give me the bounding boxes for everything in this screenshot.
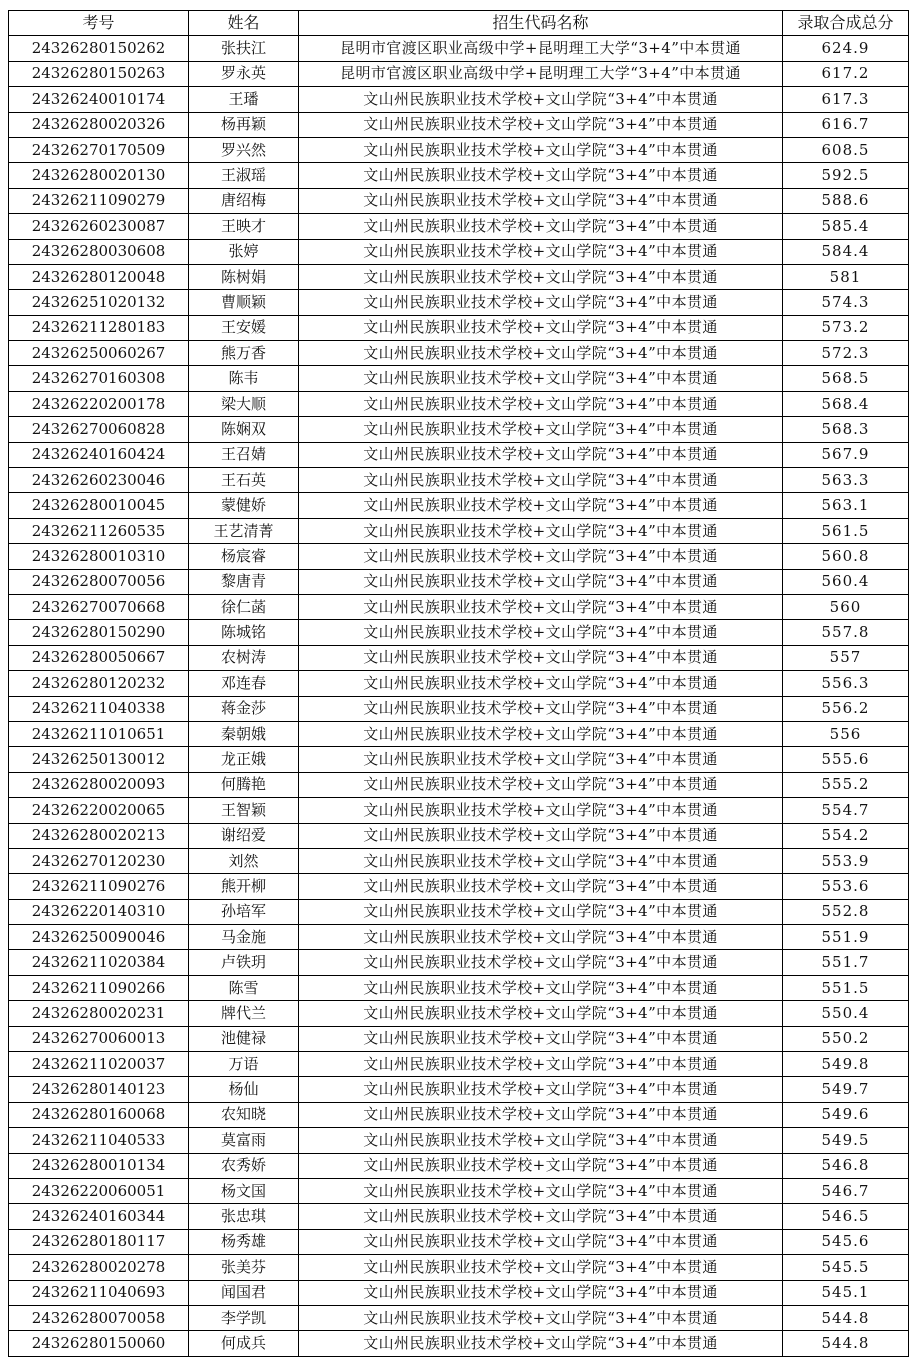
student-name-cell: 陈城铭 xyxy=(189,620,299,645)
student-name-cell: 王安媛 xyxy=(189,315,299,340)
table-row xyxy=(9,366,909,391)
table-row xyxy=(9,645,909,670)
student-name-cell: 王召婧 xyxy=(189,442,299,467)
score-cell: 553.6 xyxy=(783,874,909,899)
exam-number-cell: 24326280010310 xyxy=(9,544,189,569)
exam-number-cell: 24326211040693 xyxy=(9,1280,189,1305)
student-name-cell: 秦朝娥 xyxy=(189,721,299,746)
table-row xyxy=(9,594,909,619)
table-row xyxy=(9,1052,909,1077)
student-name-cell: 张美芬 xyxy=(189,1255,299,1280)
table-row xyxy=(9,315,909,340)
table-row xyxy=(9,1178,909,1203)
table-row xyxy=(9,1280,909,1305)
program-cell: 文山州民族职业技术学校+文山学院“3+4”中本贯通 xyxy=(299,518,783,543)
program-cell: 文山州民族职业技术学校+文山学院“3+4”中本贯通 xyxy=(299,315,783,340)
exam-number-cell: 24326220140310 xyxy=(9,899,189,924)
table-row xyxy=(9,747,909,772)
student-name-cell: 闻国君 xyxy=(189,1280,299,1305)
program-cell: 文山州民族职业技术学校+文山学院“3+4”中本贯通 xyxy=(299,1128,783,1153)
student-name-cell: 杨仙 xyxy=(189,1077,299,1102)
program-cell: 文山州民族职业技术学校+文山学院“3+4”中本贯通 xyxy=(299,645,783,670)
table-row xyxy=(9,671,909,696)
table-row xyxy=(9,137,909,162)
student-name-cell: 牌代兰 xyxy=(189,1001,299,1026)
table-row xyxy=(9,417,909,442)
program-cell: 文山州民族职业技术学校+文山学院“3+4”中本贯通 xyxy=(299,798,783,823)
program-cell: 文山州民族职业技术学校+文山学院“3+4”中本贯通 xyxy=(299,1280,783,1305)
table-body xyxy=(9,36,909,1356)
header-exam-number: 考号 xyxy=(9,11,189,36)
table-row xyxy=(9,544,909,569)
program-cell: 文山州民族职业技术学校+文山学院“3+4”中本贯通 xyxy=(299,1229,783,1254)
student-name-cell: 熊万香 xyxy=(189,341,299,366)
student-name-cell: 王璠 xyxy=(189,87,299,112)
exam-number-cell: 24326280070056 xyxy=(9,569,189,594)
exam-number-cell: 24326280020093 xyxy=(9,772,189,797)
student-name-cell: 马金施 xyxy=(189,925,299,950)
program-cell: 文山州民族职业技术学校+文山学院“3+4”中本贯通 xyxy=(299,87,783,112)
score-cell: 550.2 xyxy=(783,1026,909,1051)
score-cell: 546.7 xyxy=(783,1178,909,1203)
admission-table xyxy=(8,10,909,1357)
score-cell: 592.5 xyxy=(783,163,909,188)
table-row xyxy=(9,772,909,797)
exam-number-cell: 24326211280183 xyxy=(9,315,189,340)
table-row xyxy=(9,1204,909,1229)
score-cell: 545.1 xyxy=(783,1280,909,1305)
exam-number-cell: 24326250130012 xyxy=(9,747,189,772)
student-name-cell: 陈雪 xyxy=(189,975,299,1000)
student-name-cell: 杨再颖 xyxy=(189,112,299,137)
score-cell: 584.4 xyxy=(783,239,909,264)
score-cell: 581 xyxy=(783,264,909,289)
exam-number-cell: 24326211090276 xyxy=(9,874,189,899)
score-cell: 549.5 xyxy=(783,1128,909,1153)
program-cell: 文山州民族职业技术学校+文山学院“3+4”中本贯通 xyxy=(299,721,783,746)
score-cell: 545.6 xyxy=(783,1229,909,1254)
score-cell: 568.3 xyxy=(783,417,909,442)
score-cell: 560.8 xyxy=(783,544,909,569)
table-row xyxy=(9,975,909,1000)
table-row xyxy=(9,823,909,848)
exam-number-cell: 24326260230046 xyxy=(9,468,189,493)
score-cell: 551.9 xyxy=(783,925,909,950)
table-row xyxy=(9,950,909,975)
score-cell: 551.5 xyxy=(783,975,909,1000)
program-cell: 文山州民族职业技术学校+文山学院“3+4”中本贯通 xyxy=(299,950,783,975)
score-cell: 546.8 xyxy=(783,1153,909,1178)
score-cell: 588.6 xyxy=(783,188,909,213)
score-cell: 567.9 xyxy=(783,442,909,467)
program-cell: 文山州民族职业技术学校+文山学院“3+4”中本贯通 xyxy=(299,1331,783,1356)
student-name-cell: 何成兵 xyxy=(189,1331,299,1356)
program-cell: 文山州民族职业技术学校+文山学院“3+4”中本贯通 xyxy=(299,1305,783,1330)
table-row xyxy=(9,264,909,289)
score-cell: 568.4 xyxy=(783,391,909,416)
student-name-cell: 熊开柳 xyxy=(189,874,299,899)
score-cell: 553.9 xyxy=(783,848,909,873)
score-cell: 608.5 xyxy=(783,137,909,162)
table-row xyxy=(9,1102,909,1127)
header-program: 招生代码名称 xyxy=(299,11,783,36)
program-cell: 文山州民族职业技术学校+文山学院“3+4”中本贯通 xyxy=(299,341,783,366)
score-cell: 560 xyxy=(783,594,909,619)
program-cell: 文山州民族职业技术学校+文山学院“3+4”中本贯通 xyxy=(299,442,783,467)
program-cell: 文山州民族职业技术学校+文山学院“3+4”中本贯通 xyxy=(299,671,783,696)
student-name-cell: 张婷 xyxy=(189,239,299,264)
student-name-cell: 农知晓 xyxy=(189,1102,299,1127)
table-row xyxy=(9,696,909,721)
student-name-cell: 王映才 xyxy=(189,214,299,239)
score-cell: 545.5 xyxy=(783,1255,909,1280)
student-name-cell: 梁大顺 xyxy=(189,391,299,416)
table-row xyxy=(9,87,909,112)
exam-number-cell: 24326280160068 xyxy=(9,1102,189,1127)
score-cell: 624.9 xyxy=(783,36,909,61)
student-name-cell: 张忠琪 xyxy=(189,1204,299,1229)
student-name-cell: 杨文国 xyxy=(189,1178,299,1203)
score-cell: 551.7 xyxy=(783,950,909,975)
student-name-cell: 杨秀雄 xyxy=(189,1229,299,1254)
program-cell: 文山州民族职业技术学校+文山学院“3+4”中本贯通 xyxy=(299,772,783,797)
student-name-cell: 邓连春 xyxy=(189,671,299,696)
exam-number-cell: 24326270060828 xyxy=(9,417,189,442)
exam-number-cell: 24326270160308 xyxy=(9,366,189,391)
exam-number-cell: 24326270120230 xyxy=(9,848,189,873)
student-name-cell: 何腾艳 xyxy=(189,772,299,797)
table-row xyxy=(9,391,909,416)
table-row xyxy=(9,36,909,61)
program-cell: 文山州民族职业技术学校+文山学院“3+4”中本贯通 xyxy=(299,112,783,137)
score-cell: 549.6 xyxy=(783,1102,909,1127)
score-cell: 617.2 xyxy=(783,61,909,86)
exam-number-cell: 24326280150262 xyxy=(9,36,189,61)
score-cell: 557 xyxy=(783,645,909,670)
program-cell: 文山州民族职业技术学校+文山学院“3+4”中本贯通 xyxy=(299,239,783,264)
exam-number-cell: 24326270060013 xyxy=(9,1026,189,1051)
exam-number-cell: 24326280120048 xyxy=(9,264,189,289)
program-cell: 文山州民族职业技术学校+文山学院“3+4”中本贯通 xyxy=(299,163,783,188)
program-cell: 文山州民族职业技术学校+文山学院“3+4”中本贯通 xyxy=(299,747,783,772)
program-cell: 文山州民族职业技术学校+文山学院“3+4”中本贯通 xyxy=(299,1178,783,1203)
table-row xyxy=(9,163,909,188)
table-row xyxy=(9,468,909,493)
exam-number-cell: 24326280150060 xyxy=(9,1331,189,1356)
student-name-cell: 蒋金莎 xyxy=(189,696,299,721)
score-cell: 560.4 xyxy=(783,569,909,594)
exam-number-cell: 24326240160424 xyxy=(9,442,189,467)
program-cell: 文山州民族职业技术学校+文山学院“3+4”中本贯通 xyxy=(299,696,783,721)
exam-number-cell: 24326220020065 xyxy=(9,798,189,823)
exam-number-cell: 24326280150263 xyxy=(9,61,189,86)
program-cell: 文山州民族职业技术学校+文山学院“3+4”中本贯通 xyxy=(299,290,783,315)
program-cell: 文山州民族职业技术学校+文山学院“3+4”中本贯通 xyxy=(299,925,783,950)
exam-number-cell: 24326280030608 xyxy=(9,239,189,264)
table-row xyxy=(9,341,909,366)
table-row xyxy=(9,874,909,899)
score-cell: 555.6 xyxy=(783,747,909,772)
score-cell: 561.5 xyxy=(783,518,909,543)
exam-number-cell: 24326270070668 xyxy=(9,594,189,619)
student-name-cell: 陈韦 xyxy=(189,366,299,391)
exam-number-cell: 24326240160344 xyxy=(9,1204,189,1229)
exam-number-cell: 24326280070058 xyxy=(9,1305,189,1330)
program-cell: 文山州民族职业技术学校+文山学院“3+4”中本贯通 xyxy=(299,214,783,239)
program-cell: 文山州民族职业技术学校+文山学院“3+4”中本贯通 xyxy=(299,188,783,213)
table-row xyxy=(9,518,909,543)
program-cell: 文山州民族职业技术学校+文山学院“3+4”中本贯通 xyxy=(299,544,783,569)
exam-number-cell: 24326211010651 xyxy=(9,721,189,746)
table-row xyxy=(9,899,909,924)
score-cell: 556.2 xyxy=(783,696,909,721)
exam-number-cell: 24326280150290 xyxy=(9,620,189,645)
program-cell: 文山州民族职业技术学校+文山学院“3+4”中本贯通 xyxy=(299,366,783,391)
program-cell: 文山州民族职业技术学校+文山学院“3+4”中本贯通 xyxy=(299,264,783,289)
table-row xyxy=(9,925,909,950)
table-row xyxy=(9,442,909,467)
student-name-cell: 池健禄 xyxy=(189,1026,299,1051)
exam-number-cell: 24326240010174 xyxy=(9,87,189,112)
exam-number-cell: 24326211260535 xyxy=(9,518,189,543)
exam-number-cell: 24326250090046 xyxy=(9,925,189,950)
program-cell: 文山州民族职业技术学校+文山学院“3+4”中本贯通 xyxy=(299,1255,783,1280)
exam-number-cell: 24326220200178 xyxy=(9,391,189,416)
student-name-cell: 徐仁菡 xyxy=(189,594,299,619)
program-cell: 文山州民族职业技术学校+文山学院“3+4”中本贯通 xyxy=(299,137,783,162)
student-name-cell: 李学凯 xyxy=(189,1305,299,1330)
exam-number-cell: 24326211040533 xyxy=(9,1128,189,1153)
exam-number-cell: 24326270170509 xyxy=(9,137,189,162)
table-row xyxy=(9,1153,909,1178)
score-cell: 555.2 xyxy=(783,772,909,797)
table-row xyxy=(9,1331,909,1356)
student-name-cell: 王艺清菁 xyxy=(189,518,299,543)
exam-number-cell: 24326280020326 xyxy=(9,112,189,137)
score-cell: 573.2 xyxy=(783,315,909,340)
program-cell: 文山州民族职业技术学校+文山学院“3+4”中本贯通 xyxy=(299,874,783,899)
header-row xyxy=(9,11,909,36)
student-name-cell: 曹顺颖 xyxy=(189,290,299,315)
score-cell: 554.7 xyxy=(783,798,909,823)
program-cell: 文山州民族职业技术学校+文山学院“3+4”中本贯通 xyxy=(299,391,783,416)
score-cell: 572.3 xyxy=(783,341,909,366)
table-row xyxy=(9,1001,909,1026)
student-name-cell: 王石英 xyxy=(189,468,299,493)
exam-number-cell: 24326280050667 xyxy=(9,645,189,670)
header-score: 录取合成总分 xyxy=(783,11,909,36)
exam-number-cell: 24326250060267 xyxy=(9,341,189,366)
student-name-cell: 刘然 xyxy=(189,848,299,873)
program-cell: 文山州民族职业技术学校+文山学院“3+4”中本贯通 xyxy=(299,975,783,1000)
exam-number-cell: 24326280020213 xyxy=(9,823,189,848)
student-name-cell: 龙正娥 xyxy=(189,747,299,772)
table-row xyxy=(9,798,909,823)
score-cell: 563.3 xyxy=(783,468,909,493)
table-row xyxy=(9,1229,909,1254)
score-cell: 563.1 xyxy=(783,493,909,518)
header-name: 姓名 xyxy=(189,11,299,36)
table-row xyxy=(9,1026,909,1051)
exam-number-cell: 24326280140123 xyxy=(9,1077,189,1102)
exam-number-cell: 24326260230087 xyxy=(9,214,189,239)
exam-number-cell: 24326211020037 xyxy=(9,1052,189,1077)
table-row xyxy=(9,214,909,239)
score-cell: 585.4 xyxy=(783,214,909,239)
score-cell: 568.5 xyxy=(783,366,909,391)
exam-number-cell: 24326280180117 xyxy=(9,1229,189,1254)
student-name-cell: 罗永英 xyxy=(189,61,299,86)
program-cell: 文山州民族职业技术学校+文山学院“3+4”中本贯通 xyxy=(299,417,783,442)
student-name-cell: 杨宸睿 xyxy=(189,544,299,569)
table-row xyxy=(9,1255,909,1280)
exam-number-cell: 24326280020231 xyxy=(9,1001,189,1026)
score-cell: 617.3 xyxy=(783,87,909,112)
program-cell: 文山州民族职业技术学校+文山学院“3+4”中本贯通 xyxy=(299,823,783,848)
student-name-cell: 罗兴然 xyxy=(189,137,299,162)
exam-number-cell: 24326280020278 xyxy=(9,1255,189,1280)
exam-number-cell: 24326211090266 xyxy=(9,975,189,1000)
score-cell: 544.8 xyxy=(783,1305,909,1330)
exam-number-cell: 24326280010134 xyxy=(9,1153,189,1178)
program-cell: 文山州民族职业技术学校+文山学院“3+4”中本贯通 xyxy=(299,1102,783,1127)
table-row xyxy=(9,493,909,518)
student-name-cell: 王淑瑶 xyxy=(189,163,299,188)
program-cell: 文山州民族职业技术学校+文山学院“3+4”中本贯通 xyxy=(299,1153,783,1178)
program-cell: 昆明市官渡区职业高级中学+昆明理工大学“3+4”中本贯通 xyxy=(299,36,783,61)
program-cell: 文山州民族职业技术学校+文山学院“3+4”中本贯通 xyxy=(299,899,783,924)
program-cell: 文山州民族职业技术学校+文山学院“3+4”中本贯通 xyxy=(299,468,783,493)
score-cell: 557.8 xyxy=(783,620,909,645)
score-cell: 574.3 xyxy=(783,290,909,315)
table-row xyxy=(9,1128,909,1153)
student-name-cell: 谢绍爱 xyxy=(189,823,299,848)
score-cell: 556 xyxy=(783,721,909,746)
score-cell: 544.8 xyxy=(783,1331,909,1356)
table-row xyxy=(9,1305,909,1330)
table-row xyxy=(9,188,909,213)
student-name-cell: 黎唐青 xyxy=(189,569,299,594)
program-cell: 文山州民族职业技术学校+文山学院“3+4”中本贯通 xyxy=(299,1052,783,1077)
table-header xyxy=(9,11,909,36)
student-name-cell: 万语 xyxy=(189,1052,299,1077)
program-cell: 文山州民族职业技术学校+文山学院“3+4”中本贯通 xyxy=(299,1204,783,1229)
score-cell: 554.2 xyxy=(783,823,909,848)
program-cell: 文山州民族职业技术学校+文山学院“3+4”中本贯通 xyxy=(299,1001,783,1026)
table-row xyxy=(9,290,909,315)
table-row xyxy=(9,1077,909,1102)
table-row xyxy=(9,569,909,594)
student-name-cell: 孙培军 xyxy=(189,899,299,924)
student-name-cell: 农秀娇 xyxy=(189,1153,299,1178)
program-cell: 文山州民族职业技术学校+文山学院“3+4”中本贯通 xyxy=(299,1077,783,1102)
exam-number-cell: 24326211090279 xyxy=(9,188,189,213)
score-cell: 549.7 xyxy=(783,1077,909,1102)
table-row xyxy=(9,848,909,873)
student-name-cell: 张扶江 xyxy=(189,36,299,61)
exam-number-cell: 24326251020132 xyxy=(9,290,189,315)
exam-number-cell: 24326280020130 xyxy=(9,163,189,188)
score-cell: 546.5 xyxy=(783,1204,909,1229)
score-cell: 556.3 xyxy=(783,671,909,696)
student-name-cell: 卢铁玥 xyxy=(189,950,299,975)
table-row xyxy=(9,721,909,746)
exam-number-cell: 24326220060051 xyxy=(9,1178,189,1203)
exam-number-cell: 24326211040338 xyxy=(9,696,189,721)
program-cell: 昆明市官渡区职业高级中学+昆明理工大学“3+4”中本贯通 xyxy=(299,61,783,86)
program-cell: 文山州民族职业技术学校+文山学院“3+4”中本贯通 xyxy=(299,1026,783,1051)
student-name-cell: 莫富雨 xyxy=(189,1128,299,1153)
student-name-cell: 陈娴双 xyxy=(189,417,299,442)
student-name-cell: 陈树娟 xyxy=(189,264,299,289)
score-cell: 549.8 xyxy=(783,1052,909,1077)
student-name-cell: 王智颖 xyxy=(189,798,299,823)
program-cell: 文山州民族职业技术学校+文山学院“3+4”中本贯通 xyxy=(299,620,783,645)
table-row xyxy=(9,620,909,645)
table-row xyxy=(9,239,909,264)
score-cell: 550.4 xyxy=(783,1001,909,1026)
exam-number-cell: 24326280010045 xyxy=(9,493,189,518)
program-cell: 文山州民族职业技术学校+文山学院“3+4”中本贯通 xyxy=(299,848,783,873)
exam-number-cell: 24326280120232 xyxy=(9,671,189,696)
student-name-cell: 农树涛 xyxy=(189,645,299,670)
student-name-cell: 蒙健娇 xyxy=(189,493,299,518)
program-cell: 文山州民族职业技术学校+文山学院“3+4”中本贯通 xyxy=(299,569,783,594)
score-cell: 552.8 xyxy=(783,899,909,924)
table-row xyxy=(9,112,909,137)
table-row xyxy=(9,61,909,86)
admission-list-page xyxy=(8,10,908,1357)
score-cell: 616.7 xyxy=(783,112,909,137)
program-cell: 文山州民族职业技术学校+文山学院“3+4”中本贯通 xyxy=(299,594,783,619)
exam-number-cell: 24326211020384 xyxy=(9,950,189,975)
program-cell: 文山州民族职业技术学校+文山学院“3+4”中本贯通 xyxy=(299,493,783,518)
student-name-cell: 唐绍梅 xyxy=(189,188,299,213)
